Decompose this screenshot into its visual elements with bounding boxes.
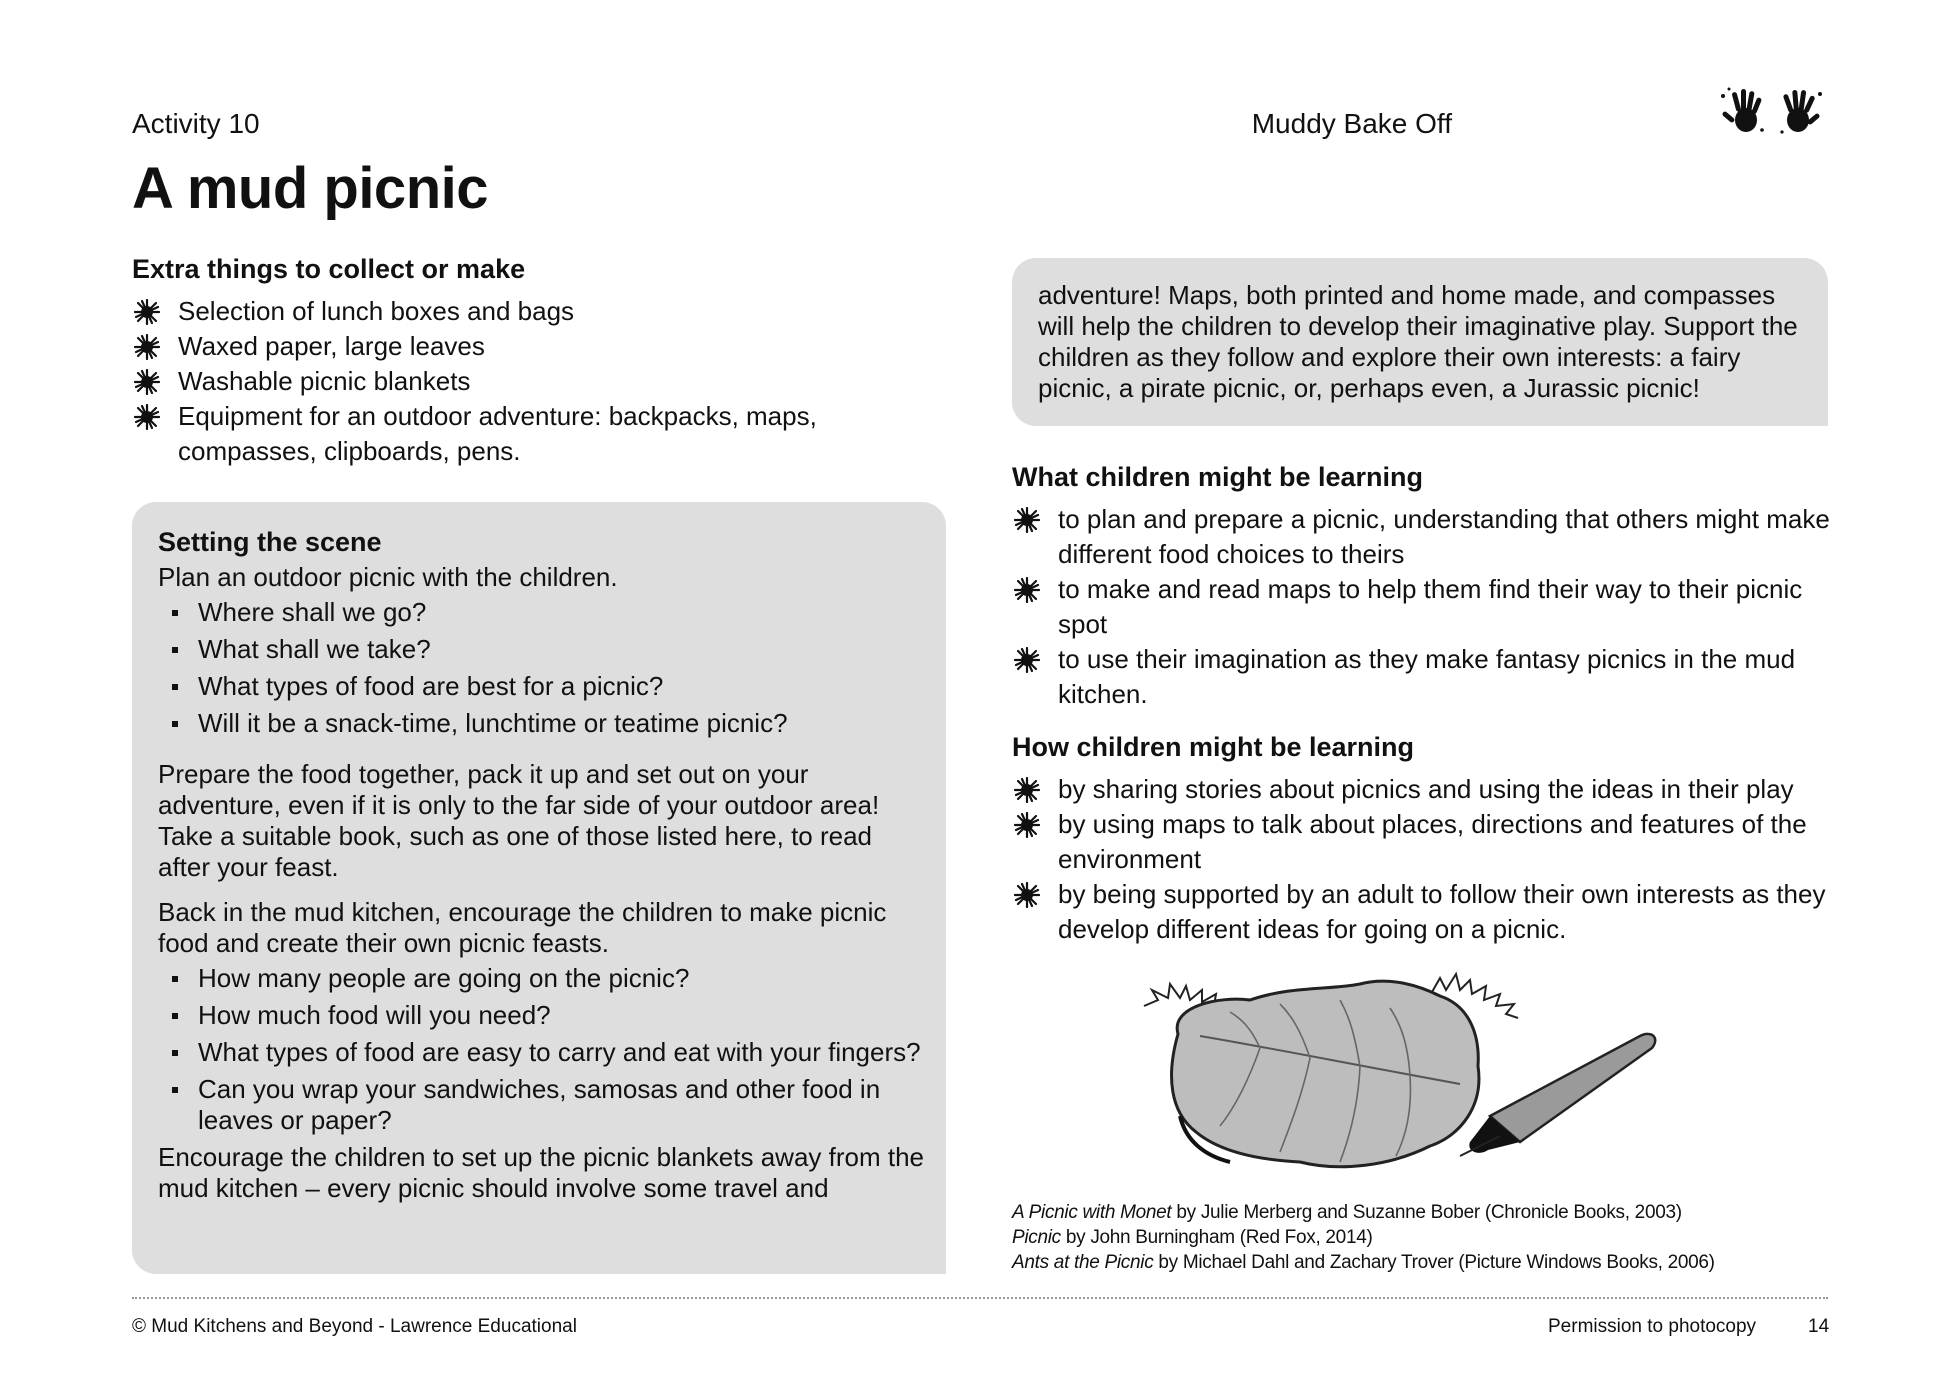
list-item: What types of food are easy to carry and eat with your fingers? [158, 1037, 928, 1068]
splat-bullet-icon [1014, 882, 1040, 908]
how-heading: How children might be learning [1012, 732, 1415, 762]
splat-bullet-icon [1014, 577, 1040, 603]
list-item: Selection of lunch boxes and bags [132, 294, 872, 329]
list-item: by sharing stories about picnics and using the ideas in their play [1012, 772, 1832, 807]
permission-notice: Permission to photocopy [1548, 1316, 1757, 1337]
list-item: to plan and prepare a picnic, understanding that others might make different food choices to theirs [1012, 502, 1832, 572]
scene-paragraph-1: Prepare the food together, pack it up and set out on your adventure, even if it is only to the far side of your outdoor area! Take a suitable book, such as one of those listed here, to read after your feast. [158, 759, 880, 882]
handprints-icon [1720, 86, 1826, 138]
splat-bullet-icon [1014, 507, 1040, 533]
activity-label: Activity 10 [132, 108, 260, 139]
splat-bullet-icon [134, 369, 160, 395]
list-item: Waxed paper, large leaves [132, 329, 872, 364]
footer-divider [132, 1297, 1828, 1299]
copyright-notice: © Mud Kitchens and Beyond - Lawrence Educational [132, 1316, 577, 1337]
splat-bullet-icon [1014, 777, 1040, 803]
scene-paragraph-3: Encourage the children to set up the picnic blankets away from the mud kitchen – every picnic should involve some travel and [158, 1142, 924, 1203]
book-item: Ants at the Picnic by Michael Dahl and Zachary Trover (Picture Windows Books, 2006) [1012, 1252, 1715, 1273]
page-title: A mud picnic [132, 156, 488, 221]
splat-bullet-icon [134, 404, 160, 430]
how-list [1012, 772, 1832, 947]
list-item: by using maps to talk about places, directions and features of the environment [1012, 807, 1832, 877]
book-list [1012, 1200, 1715, 1275]
list-item: Washable picnic blankets [132, 364, 872, 399]
leaf-picnic-illustration [1140, 966, 1680, 1180]
scene-questions-2 [158, 963, 928, 1136]
setting-the-scene-panel [132, 502, 946, 1274]
continued-text: adventure! Maps, both printed and home made, and compasses will help the children to develop their imaginative play. Support the children as they follow and explore their own interests: a fairy picnic, a pirate picnic, or, perhaps even, a Jurassic picnic! [1038, 280, 1798, 403]
book-item: A Picnic with Monet by Julie Merberg and Suzanne Bober (Chronicle Books, 2003) [1012, 1202, 1682, 1223]
book-item: Picnic by John Burningham (Red Fox, 2014) [1012, 1227, 1373, 1248]
splat-bullet-icon [134, 334, 160, 360]
list-item: Where shall we go? [158, 597, 928, 628]
splat-bullet-icon [1014, 812, 1040, 838]
learning-heading: What children might be learning [1012, 462, 1424, 492]
list-item: Will it be a snack-time, lunchtime or teatime picnic? [158, 708, 928, 739]
list-item: to use their imagination as they make fantasy picnics in the mud kitchen. [1012, 642, 1832, 712]
list-item: Equipment for an outdoor adventure: backpacks, maps, compasses, clipboards, pens. [132, 399, 872, 469]
list-item: How much food will you need? [158, 1000, 928, 1031]
continued-panel [1012, 258, 1828, 426]
list-item: by being supported by an adult to follow their own interests as they develop different ideas for going on a picnic. [1012, 877, 1832, 947]
splat-bullet-icon [1014, 647, 1040, 673]
splat-bullet-icon [134, 299, 160, 325]
page-number: 14 [1808, 1316, 1830, 1337]
list-item: How many people are going on the picnic? [158, 963, 928, 994]
scene-questions-1 [158, 597, 928, 739]
list-item: What shall we take? [158, 634, 928, 665]
series-title: Muddy Bake Off [1251, 108, 1452, 139]
collect-list [132, 294, 872, 469]
learning-list [1012, 502, 1832, 712]
collect-heading: Extra things to collect or make [132, 254, 526, 284]
list-item: Can you wrap your sandwiches, samosas and other food in leaves or paper? [158, 1074, 928, 1136]
scene-intro: Plan an outdoor picnic with the children. [158, 562, 618, 592]
list-item: to make and read maps to help them find their way to their picnic spot [1012, 572, 1832, 642]
list-item: What types of food are best for a picnic? [158, 671, 928, 702]
scene-paragraph-2: Back in the mud kitchen, encourage the children to make picnic food and create their own picnic feasts. [158, 897, 887, 958]
scene-heading: Setting the scene [158, 527, 382, 557]
